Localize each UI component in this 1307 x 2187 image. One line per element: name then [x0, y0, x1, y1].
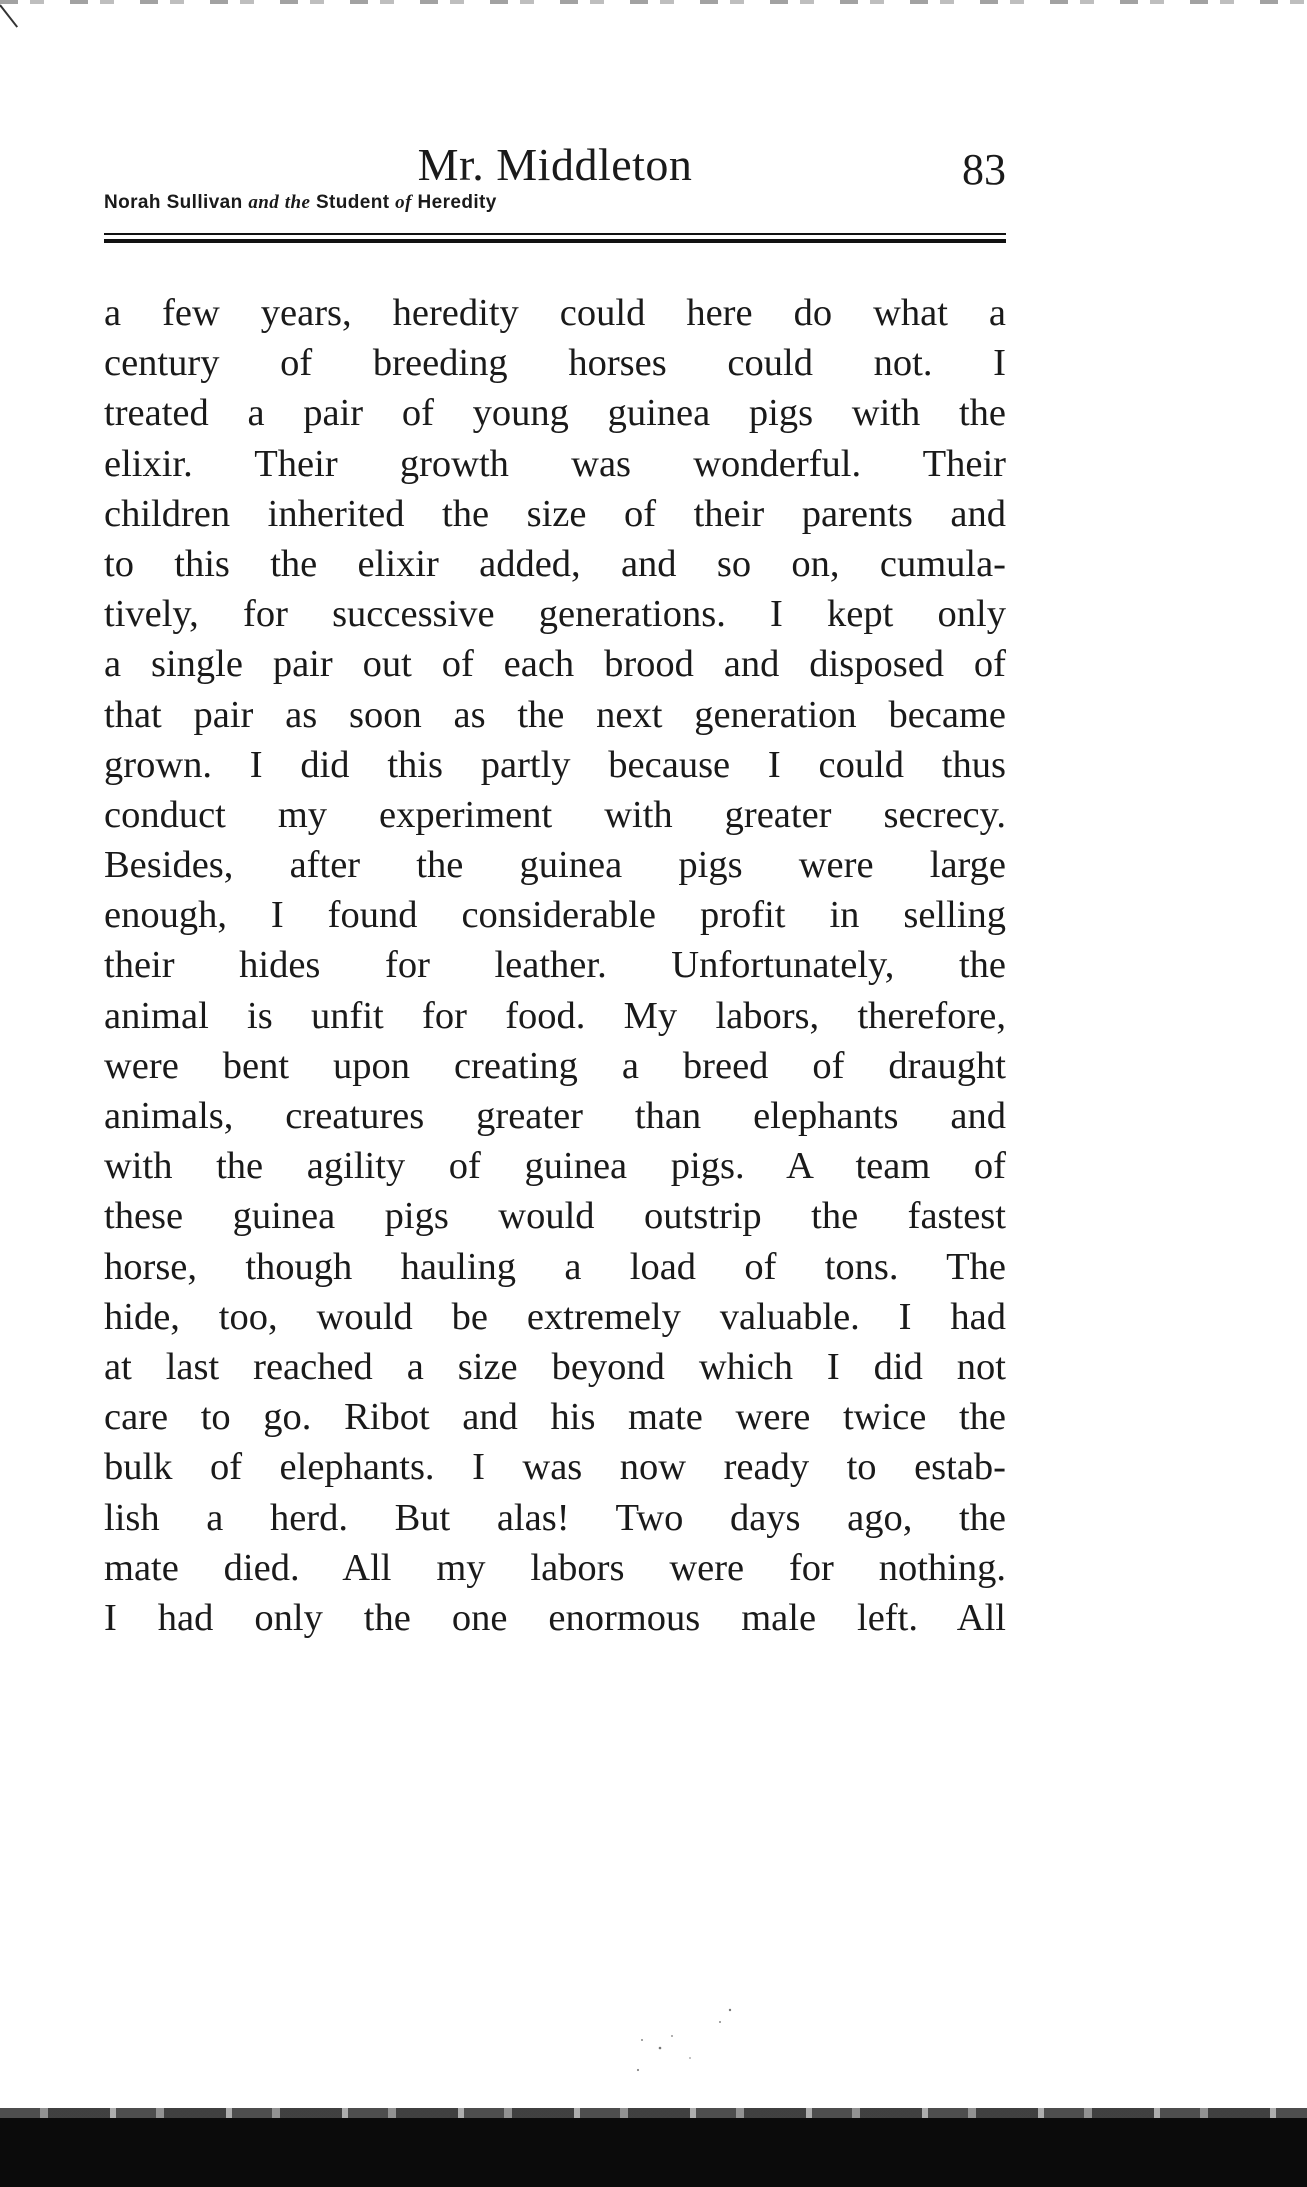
text-line: with the agility of guinea pigs. A team of	[104, 1145, 1006, 1188]
text-line: animals, creatures greater than elephants and	[104, 1095, 1006, 1137]
subtitle-name: Norah Sullivan	[104, 192, 243, 213]
text-line: tively, for successive generations. I kept only	[104, 593, 1006, 636]
subtitle-and: and	[248, 192, 280, 213]
body-text	[104, 288, 1006, 1643]
subtitle-the: the	[284, 192, 311, 213]
text-line: that pair as soon as the next generation became	[104, 693, 1006, 736]
text-line: conduct my experiment with greater secrecy.	[104, 793, 1006, 836]
text-line: animal is unfit for food. My labors, therefore,	[104, 994, 1006, 1037]
scan-bottom-band	[0, 2118, 1307, 2187]
text-line: their hides for leather. Unfortunately, the	[104, 944, 1006, 987]
text-line: bulk of elephants. I was now ready to estab-	[104, 1446, 1006, 1489]
text-line: century of breeding horses could not. I	[104, 342, 1006, 385]
text-line: a few years, heredity could here do what a	[104, 292, 1006, 334]
text-line: children inherited the size of their parents and	[104, 492, 1006, 535]
text-line: Besides, after the guinea pigs were large	[104, 844, 1006, 887]
running-head	[104, 138, 1006, 194]
running-title: Mr. Middleton	[417, 139, 693, 190]
header-rule-thin	[104, 233, 1006, 235]
text-line: I had only the one enormous male left. All	[104, 1596, 1006, 1639]
text-line: a single pair out of each brood and disposed of	[104, 643, 1006, 686]
header-rule-thick	[104, 239, 1006, 243]
text-line: grown. I did this partly because I could thus	[104, 743, 1006, 786]
text-line: hide, too, would be extremely valuable. I had	[104, 1295, 1006, 1338]
subtitle-heredity: Heredity	[417, 192, 497, 213]
text-line: these guinea pigs would outstrip the fastest	[104, 1195, 1006, 1238]
text-line: lish a herd. But alas! Two days ago, the	[104, 1496, 1006, 1539]
scan-specks	[630, 2000, 750, 2090]
running-subtitle	[104, 192, 497, 214]
text-line: treated a pair of young guinea pigs with the	[104, 392, 1006, 435]
scan-top-edge	[0, 0, 1307, 4]
text-line: mate died. All my labors were for nothing.	[104, 1546, 1006, 1589]
subtitle-of: of	[395, 192, 412, 213]
text-line: horse, though hauling a load of tons. The	[104, 1245, 1006, 1288]
text-line: enough, I found considerable profit in selling	[104, 894, 1006, 937]
scan-corner-mark	[0, 0, 20, 28]
text-line: elixir. Their growth was wonderful. Their	[104, 442, 1006, 485]
page-number: 83	[962, 145, 1006, 194]
text-line: care to go. Ribot and his mate were twice the	[104, 1396, 1006, 1439]
text-line: at last reached a size beyond which I did not	[104, 1345, 1006, 1388]
subtitle-student: Student	[315, 192, 390, 213]
text-line: were bent upon creating a breed of draught	[104, 1044, 1006, 1087]
text-line: to this the elixir added, and so on, cumula-	[104, 542, 1006, 585]
